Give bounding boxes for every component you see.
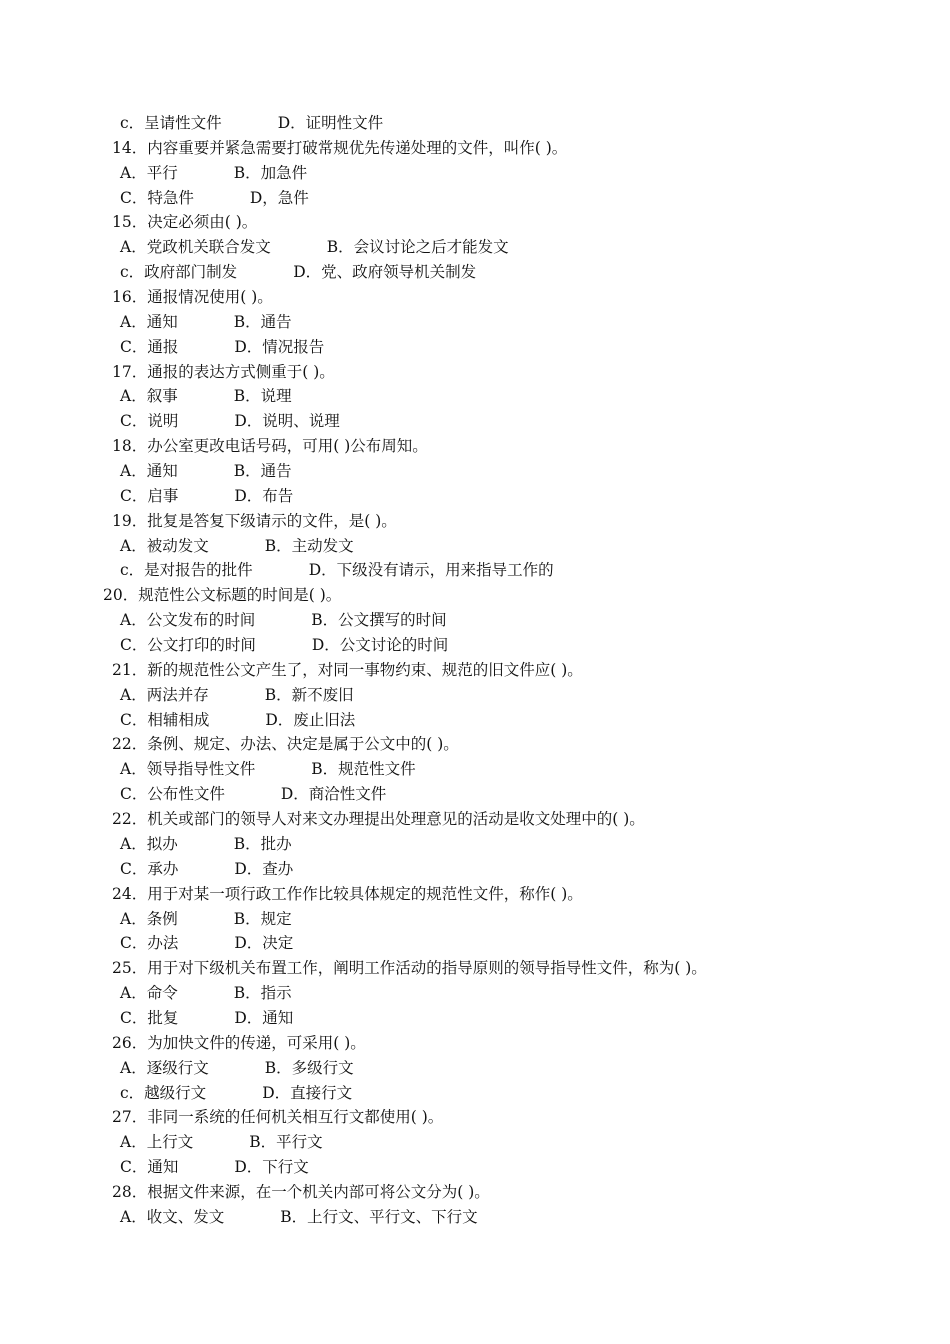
option-right: B．规定	[233, 909, 292, 928]
option-left: C．启事	[120, 486, 179, 505]
option-left: A．领导指导性文件	[120, 760, 256, 779]
option-right: D．直接行文	[262, 1083, 353, 1102]
option-right: B．通告	[233, 312, 292, 331]
question-line: 18．办公室更改电话号码，可用( )公布周知。	[112, 437, 428, 456]
option-row	[0, 757, 950, 782]
option-left: A．收文、发文	[120, 1207, 225, 1226]
option-right: D．下行文	[234, 1158, 309, 1177]
question-line: 24．用于对某一项行政工作作比较具体规定的规范性文件，称作( )。	[112, 884, 583, 903]
option-row	[0, 459, 950, 484]
option-right: D．布告	[234, 486, 294, 505]
option-row	[0, 608, 950, 633]
option-row	[0, 633, 950, 658]
option-left: A．党政机关联合发文	[120, 238, 271, 257]
option-right: D．决定	[234, 934, 294, 953]
option-row	[0, 683, 950, 708]
question-line: 26．为加快文件的传递，可采用( )。	[112, 1033, 366, 1052]
option-row	[0, 111, 950, 136]
option-row	[0, 832, 950, 857]
option-left: C．公布性文件	[120, 785, 225, 804]
option-row	[0, 409, 950, 434]
question-line: 19．批复是答复下级请示的文件，是( )。	[112, 511, 397, 530]
option-right: D．说明、说理	[234, 412, 340, 431]
option-row	[0, 1205, 950, 1230]
option-row	[0, 484, 950, 509]
option-left: C．通报	[120, 337, 179, 356]
option-right: D，急件	[249, 188, 309, 207]
option-right: D．下级没有请示，用来指导工作的	[308, 561, 554, 580]
option-right: D．废止旧法	[265, 710, 356, 729]
question-line: 21．新的规范性公文产生了，对同一事物约束、规范的旧文件应( )。	[112, 660, 583, 679]
option-left: A．拟办	[120, 834, 178, 853]
option-row	[0, 907, 950, 932]
option-left: A．平行	[120, 163, 178, 182]
option-left: A．通知	[120, 462, 178, 481]
option-left: A．叙事	[120, 387, 178, 406]
option-row	[0, 558, 950, 583]
option-row	[0, 1081, 950, 1106]
question-line: 14．内容重要并紧急需要打破常规优先传递处理的文件，叫作( )。	[112, 138, 568, 157]
question-line: 22．机关或部门的领导人对来文办理提出处理意见的活动是收文处理中的( )。	[112, 810, 645, 829]
option-row	[0, 857, 950, 882]
option-left: A．两法并存	[120, 685, 209, 704]
option-right: D．商洽性文件	[280, 785, 387, 804]
option-right: D．证明性文件	[277, 114, 384, 132]
option-right: D．情况报告	[234, 337, 325, 356]
option-left: C．通知	[120, 1158, 179, 1177]
option-left: A．公文发布的时间	[120, 611, 256, 630]
option-row	[0, 1130, 950, 1155]
option-right: B．多级行文	[264, 1058, 354, 1077]
option-left: C．批复	[120, 1008, 179, 1027]
option-left: c．呈请性文件	[120, 114, 222, 132]
option-row	[0, 981, 950, 1006]
option-row	[0, 260, 950, 285]
question-line: 25．用于对下级机关布置工作，阐明工作活动的指导原则的领导指导性文件，称为( )。	[112, 959, 707, 978]
question-line: 20．规范性公文标题的时间是( )。	[103, 586, 342, 605]
option-right: B．公文撰写的时间	[311, 611, 447, 630]
question-line: 28．根据文件来源，在一个机关内部可将公文分为( )。	[112, 1182, 490, 1201]
option-row	[0, 235, 950, 260]
option-left: C．公文打印的时间	[120, 636, 256, 655]
question-list	[0, 111, 950, 1230]
option-right: B．批办	[233, 834, 292, 853]
option-left: C．特急件	[120, 188, 194, 207]
option-row	[0, 1056, 950, 1081]
option-left: A．逐级行文	[120, 1058, 209, 1077]
option-left: C．办法	[120, 934, 179, 953]
option-right: D．公文讨论的时间	[311, 636, 449, 655]
option-row	[0, 384, 950, 409]
question-line: 27．非同一系统的任何机关相互行文都使用( )。	[112, 1108, 444, 1127]
question-line: 16．通报情况使用( )。	[112, 288, 273, 307]
option-right: B．通告	[233, 462, 292, 481]
option-left: c．是对报告的批件	[120, 561, 253, 580]
option-left: C．说明	[120, 412, 179, 431]
option-left: A．条例	[120, 909, 178, 928]
option-right: D．通知	[234, 1008, 294, 1027]
option-right: D．查办	[234, 859, 294, 878]
question-line: 17．通报的表达方式侧重于( )。	[112, 362, 335, 381]
option-right: B．说理	[233, 387, 292, 406]
option-left: A．上行文	[120, 1133, 194, 1152]
option-right: B．会议讨论之后才能发文	[326, 238, 509, 257]
option-right: B．规范性文件	[311, 760, 416, 779]
option-left: A．命令	[120, 984, 178, 1003]
option-row	[0, 534, 950, 559]
option-right: B．加急件	[233, 163, 308, 182]
option-left: C．相辅相成	[120, 710, 210, 729]
option-right: B．平行文	[249, 1133, 323, 1152]
option-row	[0, 1155, 950, 1180]
question-line: 22．条例、规定、办法、决定是属于公文中的( )。	[112, 735, 459, 754]
question-line: 15．决定必须由( )。	[112, 213, 258, 232]
option-row	[0, 186, 950, 211]
option-row	[0, 335, 950, 360]
option-row	[0, 708, 950, 733]
option-left: c．越级行文	[120, 1083, 207, 1102]
option-row	[0, 931, 950, 956]
option-row	[0, 161, 950, 186]
option-row	[0, 310, 950, 335]
option-left: A．通知	[120, 312, 178, 331]
option-right: B．上行文、平行文、下行文	[280, 1207, 478, 1226]
option-row	[0, 1006, 950, 1031]
option-right: B．指示	[233, 984, 292, 1003]
option-left: A．被动发文	[120, 536, 209, 555]
option-right: B．新不废旧	[264, 685, 354, 704]
option-left: C．承办	[120, 859, 179, 878]
option-right: B．主动发文	[264, 536, 354, 555]
option-row	[0, 782, 950, 807]
option-left: c．政府部门制发	[120, 263, 238, 282]
option-right: D．党、政府领导机关制发	[293, 263, 477, 282]
